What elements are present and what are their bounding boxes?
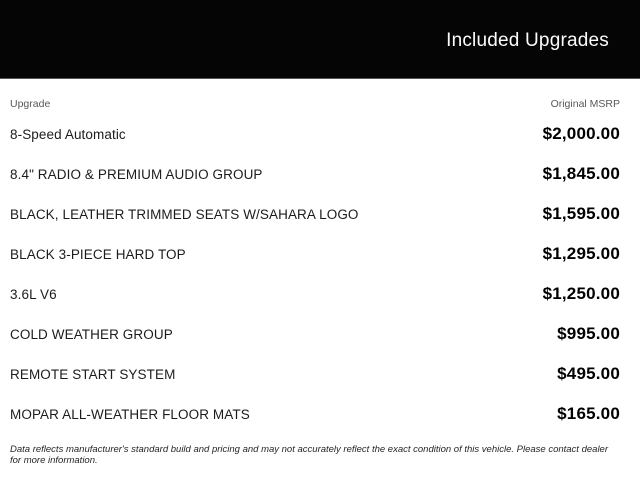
upgrade-msrp: $995.00 xyxy=(557,324,620,343)
table-row xyxy=(10,194,620,234)
upgrade-name: 3.6L V6 xyxy=(10,286,57,302)
upgrade-msrp: $1,250.00 xyxy=(542,284,620,303)
table-row xyxy=(10,274,620,314)
upgrade-msrp: $1,295.00 xyxy=(542,244,620,263)
upgrade-msrp: $165.00 xyxy=(557,404,620,423)
page-title: Included Upgrades xyxy=(446,30,609,51)
table-row xyxy=(10,154,620,194)
table-row xyxy=(10,314,620,354)
upgrade-msrp: $495.00 xyxy=(557,364,620,383)
upgrade-rows xyxy=(10,114,620,434)
upgrade-name: COLD WEATHER GROUP xyxy=(10,326,173,342)
column-header-original-msrp: Original MSRP xyxy=(550,98,620,110)
table-row xyxy=(10,354,620,394)
upgrade-msrp: $1,845.00 xyxy=(542,164,620,183)
upgrade-msrp: $1,595.00 xyxy=(542,204,620,223)
header-band xyxy=(0,0,640,79)
upgrade-name: 8.4" RADIO & PREMIUM AUDIO GROUP xyxy=(10,166,263,182)
table-row xyxy=(10,114,620,154)
disclaimer-text: Data reflects manufacturer's standard build and pricing and may not accurately reflect the exact condition of this vehicle. Please contact dealer for more information. xyxy=(10,444,608,467)
upgrades-table xyxy=(0,98,640,467)
column-header-upgrade: Upgrade xyxy=(10,98,51,110)
table-column-headers xyxy=(10,98,620,111)
upgrade-msrp: $2,000.00 xyxy=(542,124,620,143)
upgrade-name: BLACK 3-PIECE HARD TOP xyxy=(10,246,186,262)
upgrade-name: MOPAR ALL-WEATHER FLOOR MATS xyxy=(10,406,250,422)
upgrade-name: 8-Speed Automatic xyxy=(10,126,126,142)
table-row xyxy=(10,394,620,434)
upgrade-name: BLACK, LEATHER TRIMMED SEATS W/SAHARA LOGO xyxy=(10,206,359,222)
upgrade-name: REMOTE START SYSTEM xyxy=(10,366,176,382)
table-row xyxy=(10,234,620,274)
